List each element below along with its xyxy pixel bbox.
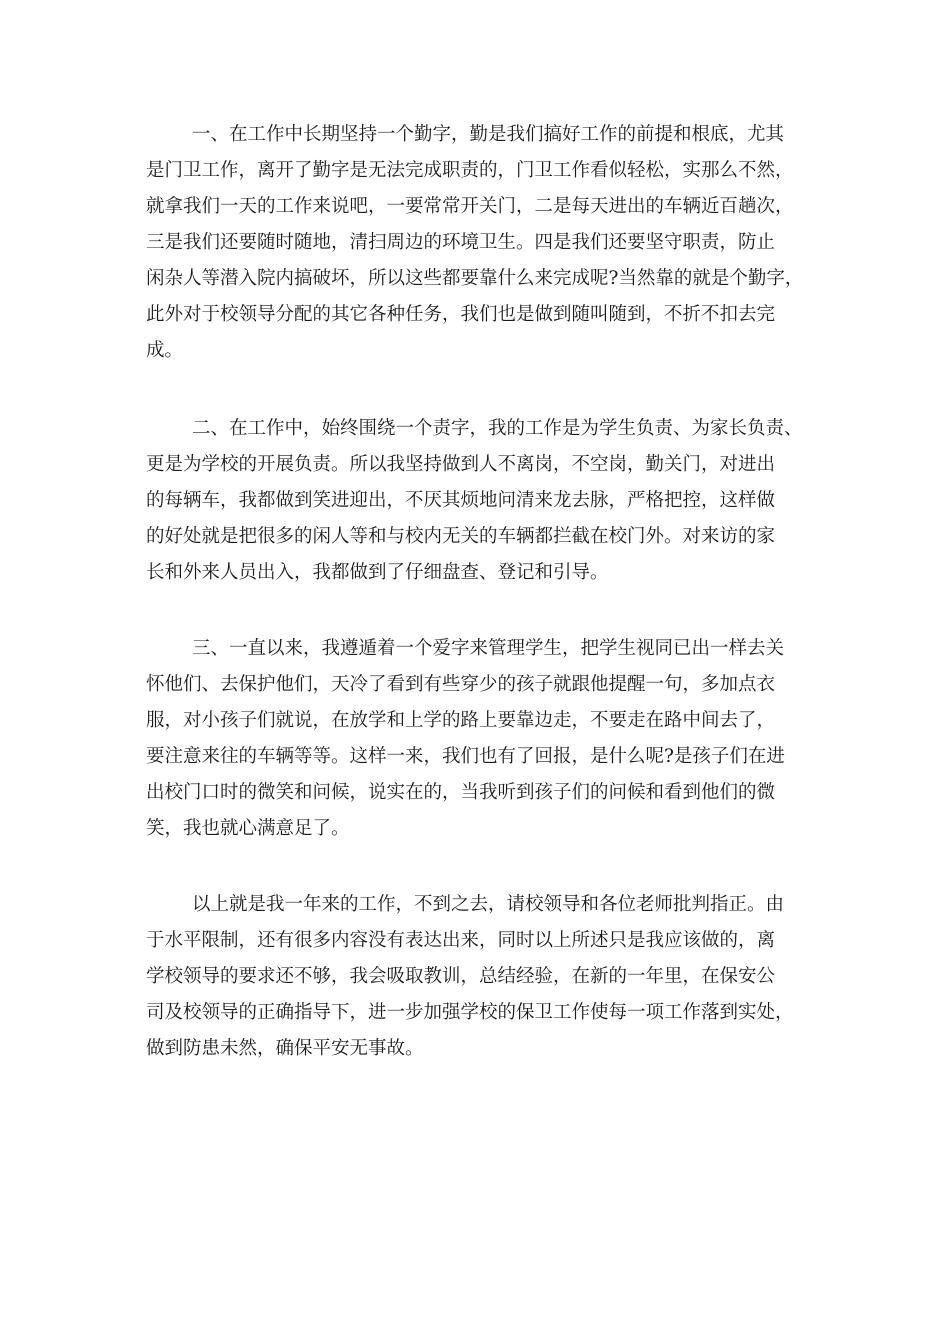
paragraph-conclusion [146, 887, 826, 1067]
paragraph-line: 三、一直以来，我遵遁着一个爱字来管理学生，把学生视同已出一样去关 [192, 638, 785, 659]
paragraph-line: 一、在工作中长期坚持一个勤字，勤是我们搞好工作的前提和根底，尤其 [192, 124, 785, 145]
paragraph-line: 学校领导的要求还不够，我会吸取教训，总结经验，在新的一年里，在保安公 [146, 966, 776, 987]
paragraph-line: 出校门口时的微笑和问候，说实在的，当我听到孩子们的问候和看到他们的微 [146, 782, 776, 803]
paragraph-line: 更是为学校的开展负责。所以我坚持做到人不离岗，不空岗，勤关门，对进出 [146, 454, 776, 475]
paragraph-line: 服，对小孩子们就说，在放学和上学的路上要靠边走，不要走在路中间去了， [146, 710, 776, 731]
paragraph-line: 是门卫工作，离开了勤字是无法完成职责的，门卫工作看似轻松，实那么不然， [146, 160, 794, 181]
paragraph-line: 长和外来人员出入，我都做到了仔细盘查、登记和引导。 [146, 562, 609, 583]
paragraph-line: 做到防患未然，确保平安无事故。 [146, 1038, 424, 1059]
paragraph-line: 的好处就是把很多的闲人等和与校内无关的车辆都拦截在校门外。对来访的家 [146, 526, 776, 547]
paragraph-line: 怀他们、去保护他们，天冷了看到有些穿少的孩子就跟他提醒一句，多加点衣 [146, 674, 776, 695]
paragraph-care [146, 631, 826, 847]
paragraph-responsibility [146, 411, 826, 591]
paragraph-line: 于水平限制，还有很多内容没有表达出来，同时以上所述只是我应该做的，离 [146, 930, 776, 951]
paragraph-line: 以上就是我一年来的工作，不到之去，请校领导和各位老师批判指正。由 [192, 894, 785, 915]
paragraph-line: 成。 [146, 340, 184, 361]
paragraph-line: 司及校领导的正确指导下，进一步加强学校的保卫工作使每一项工作落到实处， [146, 1002, 794, 1023]
paragraph-line: 二、在工作中，始终围绕一个责字，我的工作是为学生负责、为家长负责、 [192, 418, 803, 439]
paragraph-line: 要注意来往的车辆等等。这样一来，我们也有了回报，是什么呢?是孩子们在进 [146, 746, 785, 767]
paragraph-line: 笑，我也就心满意足了。 [146, 818, 350, 839]
paragraph-diligence [146, 117, 826, 369]
paragraph-line: 三是我们还要随时随地，清扫周边的环境卫生。四是我们还要坚守职责，防止 [146, 232, 776, 253]
paragraph-line: 闲杂人等潜入院内搞破坏，所以这些都要靠什么来完成呢?当然靠的就是个勤字， [146, 268, 804, 289]
paragraph-line: 就拿我们一天的工作来说吧，一要常常开关门，二是每天进出的车辆近百趟次， [146, 196, 794, 217]
paragraph-line: 的每辆车，我都做到笑进迎出，不厌其烦地问清来龙去脉，严格把控，这样做 [146, 490, 776, 511]
paragraph-line: 此外对于校领导分配的其它各种任务，我们也是做到随叫随到，不折不扣去完 [146, 304, 776, 325]
